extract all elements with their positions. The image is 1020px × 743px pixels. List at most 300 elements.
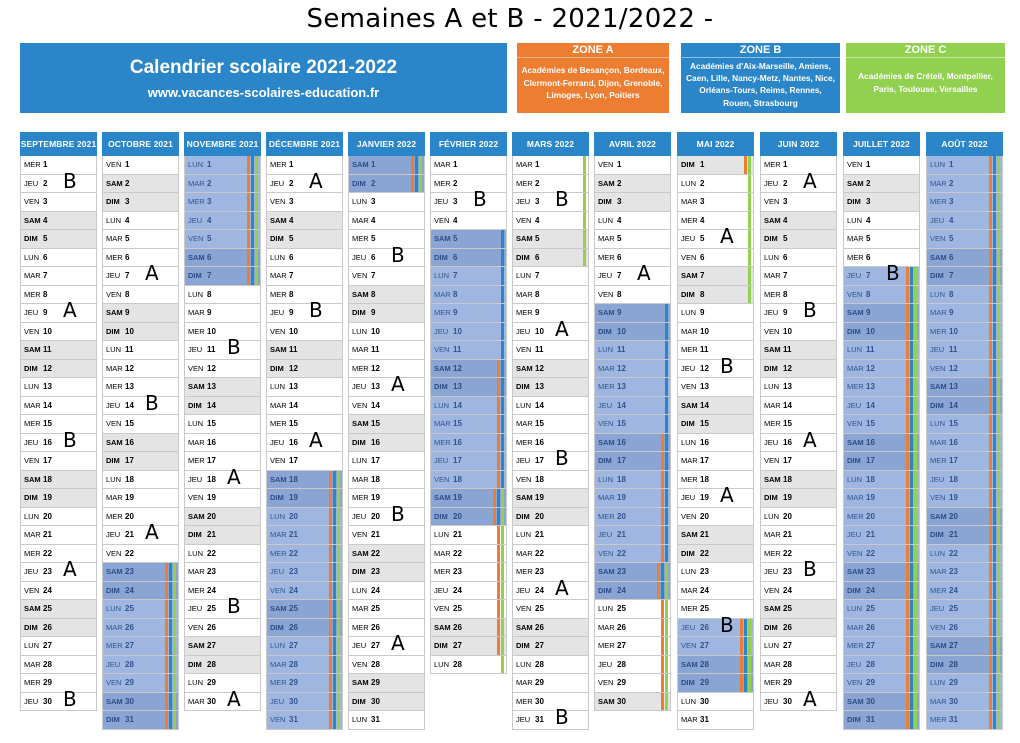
day-cell [512, 415, 589, 434]
weekday-label: LUN [930, 289, 946, 299]
day-cell [677, 304, 754, 323]
holiday-zone-bars [665, 397, 668, 415]
weekday-label: MER [764, 289, 781, 299]
day-number: 4 [866, 215, 871, 225]
weekday-label: JEU [352, 511, 367, 521]
holiday-zone-bars [989, 230, 1000, 248]
day-number: 20 [700, 511, 709, 521]
zone-a-holiday-bar [165, 637, 168, 655]
holiday-zone-bars [748, 175, 751, 193]
weekday-label: LUN [598, 215, 614, 225]
day-cell [102, 508, 179, 527]
day-number: 20 [783, 511, 792, 521]
day-number: 8 [783, 289, 788, 299]
weekday-label: DIM [24, 363, 38, 373]
weekday-label: JEU [24, 567, 39, 576]
holiday-zone-bars [740, 674, 751, 692]
weekday-label: JEU [270, 178, 285, 188]
weekday-label: VEN [516, 215, 532, 225]
day-number: 20 [866, 511, 875, 521]
weekday-label: LUN [434, 659, 450, 669]
day-number: 24 [617, 585, 626, 595]
day-number: 19 [783, 493, 792, 502]
zone-c-holiday-bar [337, 545, 340, 563]
day-cell [843, 212, 920, 231]
weekday-label: LUN [352, 197, 368, 206]
day-number: 12 [700, 363, 709, 373]
zone-c-holiday-bar [997, 619, 1000, 637]
holiday-zone-bars [247, 230, 258, 248]
holiday-zone-bars [247, 249, 258, 267]
day-number: 27 [43, 641, 52, 650]
day-cell [430, 286, 507, 305]
day-number: 11 [535, 345, 544, 354]
day-cell [926, 563, 1003, 582]
weekday-label: MAR [598, 363, 615, 373]
day-number: 19 [125, 493, 134, 502]
day-cell [430, 360, 507, 379]
weekday-label: MAR [270, 400, 287, 410]
weekday-label: LUN [270, 382, 286, 391]
zone-b-holiday-bar [501, 249, 504, 267]
day-number: 19 [949, 493, 958, 502]
day-number: 29 [617, 678, 626, 687]
weekday-label: JEU [516, 456, 531, 465]
holiday-zone-bars [989, 471, 1000, 489]
zone-c-holiday-bar [748, 212, 751, 230]
day-cell [184, 674, 261, 693]
day-cell [926, 267, 1003, 286]
day-cell [926, 600, 1003, 619]
day-number: 21 [371, 530, 380, 539]
zone-a-holiday-bar [906, 508, 909, 526]
day-number: 20 [453, 511, 462, 521]
day-cell [20, 156, 97, 175]
day-number: 29 [949, 678, 958, 687]
week-ab-label: B [886, 261, 900, 285]
day-cell [348, 193, 425, 212]
day-cell [594, 471, 671, 490]
weekday-label: MER [516, 308, 533, 317]
day-cell [266, 471, 343, 490]
weekday-label: MER [270, 678, 287, 687]
day-number: 8 [617, 289, 622, 299]
holiday-zone-bars [906, 323, 917, 341]
day-number: 22 [866, 548, 875, 558]
day-number: 27 [125, 641, 134, 650]
zone-a-holiday-bar [497, 378, 500, 396]
zone-a-holiday-bar [906, 693, 909, 711]
weekday-label: SAM [24, 215, 41, 225]
weekday-label: JEU [270, 308, 285, 317]
weekday-label: MAR [516, 419, 533, 428]
month-column [594, 132, 671, 711]
zone-a-holiday-bar [989, 489, 992, 507]
day-cell [760, 557, 837, 582]
weekday-label: MAR [434, 419, 451, 428]
day-cell [430, 341, 507, 360]
weekday-label: MER [516, 178, 533, 188]
day-number: 8 [43, 289, 48, 299]
zone-b-holiday-bar [910, 452, 913, 470]
day-cell [184, 415, 261, 434]
zone-c-holiday-bar [914, 378, 917, 396]
weekday-label: SAM [598, 178, 615, 188]
day-number: 17 [949, 456, 958, 465]
weekday-label: SAM [930, 511, 947, 521]
holiday-zone-bars [329, 526, 340, 544]
weekday-label: MAR [930, 308, 947, 317]
zone-a-holiday-bar [740, 656, 743, 674]
zone-c-box [846, 43, 1005, 113]
weekday-label: MAR [24, 659, 41, 669]
weekday-label: VEN [681, 641, 697, 650]
day-cell [184, 335, 261, 360]
day-number: 7 [289, 271, 294, 280]
zone-c-holiday-bar [748, 286, 751, 304]
weekday-label: MAR [24, 271, 41, 280]
weekday-label: SAM [352, 678, 369, 687]
day-cell [430, 415, 507, 434]
day-number: 5 [700, 234, 705, 243]
week-ab-label: B [145, 390, 159, 415]
holiday-zone-bars [501, 656, 504, 674]
weekday-label: SAM [352, 419, 369, 428]
holiday-zone-bars [748, 286, 751, 304]
weekday-label: MER [352, 363, 369, 373]
day-cell [843, 323, 920, 342]
day-cell [843, 526, 920, 545]
weekday-label: JEU [764, 567, 779, 576]
zone-a-holiday-bar [906, 582, 909, 600]
weekday-label: MER [270, 419, 287, 428]
zone-b-holiday-bar [251, 267, 254, 285]
zone-b-holiday-bar [665, 360, 668, 378]
weekday-label: LUN [516, 530, 532, 539]
day-number: 12 [125, 363, 134, 373]
zone-a-holiday-bar [165, 582, 168, 600]
weekday-label: MAR [847, 363, 864, 373]
zone-a-holiday-bar [165, 674, 168, 692]
day-cell [760, 360, 837, 379]
zone-a-holiday-bar [329, 637, 332, 655]
zone-a-holiday-bar [989, 397, 992, 415]
weekday-label: JEU [188, 474, 203, 484]
day-cell [266, 230, 343, 249]
day-number: 18 [617, 474, 626, 484]
weekday-label: MER [681, 215, 698, 225]
day-cell [677, 267, 754, 286]
zone-b-holiday-bar [415, 175, 418, 193]
day-cell [348, 452, 425, 471]
day-cell [760, 545, 837, 564]
zone-c-holiday-bar [914, 674, 917, 692]
day-cell [594, 397, 671, 416]
day-cell [760, 600, 837, 619]
weekday-label: LUN [681, 567, 697, 576]
day-cell [266, 711, 343, 730]
day-number: 11 [289, 345, 298, 354]
zone-a-holiday-bar [989, 341, 992, 359]
day-cell [594, 508, 671, 527]
day-cell [926, 230, 1003, 249]
weekday-label: SAM [24, 345, 41, 354]
weekday-label: JEU [516, 326, 531, 336]
zone-c-holiday-bar [665, 637, 668, 655]
holiday-zone-bars [665, 378, 668, 396]
day-cell [926, 175, 1003, 194]
weekday-label: JEU [352, 382, 367, 391]
day-number: 19 [866, 493, 875, 502]
weekday-label: VEN [24, 585, 40, 595]
day-cell [102, 230, 179, 249]
weekday-label: MER [352, 234, 369, 243]
zone-c-description: Académies de Créteil, Montpellier, Paris, Toulouse, Versailles [858, 71, 993, 94]
holiday-zone-bars [501, 286, 504, 304]
weekday-label: MAR [24, 530, 41, 539]
weekday-label: DIM [516, 641, 530, 650]
zone-c-holiday-bar [997, 415, 1000, 433]
holiday-zone-bars [665, 323, 668, 341]
weekday-label: JEU [847, 530, 862, 539]
zone-a-holiday-bar [906, 545, 909, 563]
day-cell [843, 545, 920, 564]
weekday-label: LUN [930, 678, 946, 687]
zone-a-holiday-bar [247, 156, 250, 174]
zone-a-holiday-bar [989, 508, 992, 526]
weekday-label: JEU [24, 696, 39, 706]
holiday-zone-bars [661, 656, 668, 674]
holiday-zone-bars [989, 267, 1000, 285]
zone-c-holiday-bar [337, 471, 340, 489]
weekday-label: LUN [681, 178, 697, 188]
day-cell [760, 249, 837, 268]
day-cell [843, 261, 920, 286]
zone-c-holiday-bar [337, 619, 340, 637]
weekday-label: MAR [270, 271, 287, 280]
day-cell [594, 637, 671, 656]
zone-b-holiday-bar [744, 674, 747, 692]
holiday-zone-bars [661, 545, 668, 563]
day-cell [926, 212, 1003, 231]
day-cell [843, 582, 920, 601]
weekday-label: MER [188, 197, 205, 206]
day-cell [512, 316, 589, 342]
week-ab-label: B [803, 298, 817, 322]
day-number: 18 [535, 474, 544, 484]
day-number: 4 [289, 215, 294, 225]
weekday-label: VEN [764, 326, 780, 336]
holiday-zone-bars [661, 471, 668, 489]
day-number: 6 [453, 252, 458, 262]
day-number: 28 [783, 659, 792, 669]
zone-b-holiday-bar [993, 563, 996, 581]
zone-c-holiday-bar [997, 286, 1000, 304]
zone-a-box [517, 43, 669, 113]
zone-a-holiday-bar [497, 397, 500, 415]
weekday-label: DIM [188, 271, 202, 280]
weekday-label: VEN [188, 234, 204, 243]
day-cell [102, 378, 179, 397]
weekday-label: SAM [270, 345, 287, 354]
weekday-label: LUN [106, 474, 122, 484]
day-cell [430, 378, 507, 397]
holiday-zone-bars [247, 267, 258, 285]
day-number: 29 [866, 678, 875, 687]
weekday-label: MAR [930, 178, 947, 188]
weekday-label: VEN [681, 382, 697, 391]
zone-b-holiday-bar [993, 600, 996, 618]
day-number: 2 [617, 178, 622, 188]
day-number: 28 [617, 659, 626, 669]
zone-c-holiday-bar [914, 397, 917, 415]
day-number: 11 [617, 345, 626, 354]
weekday-label: DIM [106, 715, 120, 724]
zone-c-holiday-bar [997, 249, 1000, 267]
weekday-label: MER [930, 585, 947, 595]
day-cell [594, 434, 671, 453]
day-number: 15 [535, 419, 544, 428]
day-number: 22 [453, 548, 462, 558]
day-cell [20, 489, 97, 508]
weekday-label: MER [434, 178, 451, 188]
day-number: 6 [700, 252, 705, 262]
holiday-zone-bars [583, 156, 586, 174]
day-cell [102, 711, 179, 730]
day-cell [348, 286, 425, 305]
zone-a-holiday-bar [247, 175, 250, 193]
zone-c-title: ZONE C [846, 43, 1005, 58]
zone-a-holiday-bar [329, 545, 332, 563]
weekday-label: MAR [352, 215, 369, 225]
weekday-label: SAM [930, 641, 947, 650]
day-cell [20, 686, 97, 712]
day-number: 15 [617, 419, 626, 428]
zone-a-holiday-bar [989, 156, 992, 174]
day-number: 9 [783, 308, 788, 317]
day-number: 15 [866, 419, 875, 428]
day-cell [760, 323, 837, 342]
week-ab-label: B [803, 557, 817, 581]
day-cell [102, 600, 179, 619]
zone-b-holiday-bar [910, 304, 913, 322]
day-cell [594, 175, 671, 194]
holiday-zone-bars [493, 508, 504, 526]
zone-c-holiday-bar [337, 711, 340, 729]
day-cell [266, 656, 343, 675]
day-number: 12 [453, 363, 462, 373]
zone-c-holiday-bar [337, 674, 340, 692]
zone-c-holiday-bar [997, 397, 1000, 415]
weekday-label: MER [434, 437, 451, 447]
day-number: 4 [43, 215, 48, 225]
holiday-zone-bars [501, 304, 504, 322]
month-column [512, 132, 589, 730]
day-cell [102, 415, 179, 434]
day-cell [20, 415, 97, 434]
zone-b-holiday-bar [993, 656, 996, 674]
day-cell [348, 341, 425, 360]
weekday-label: VEN [516, 604, 532, 613]
day-cell [594, 341, 671, 360]
day-number: 29 [125, 678, 134, 687]
zone-b-holiday-bar [169, 693, 172, 711]
day-number: 26 [207, 622, 216, 632]
day-cell [594, 378, 671, 397]
day-cell [266, 452, 343, 471]
zone-a-holiday-bar [906, 711, 909, 729]
zone-c-holiday-bar [501, 508, 504, 526]
month-column [843, 132, 920, 730]
weekday-label: MAR [598, 234, 615, 243]
zone-b-holiday-bar [333, 656, 336, 674]
holiday-zone-bars [497, 360, 504, 378]
day-number: 25 [700, 604, 709, 613]
day-cell [512, 637, 589, 656]
day-number: 13 [125, 382, 134, 391]
zone-a-holiday-bar [329, 656, 332, 674]
day-number: 21 [207, 530, 216, 539]
weekday-label: VEN [681, 252, 697, 262]
holiday-zone-bars [329, 545, 340, 563]
day-cell [102, 471, 179, 490]
zone-c-holiday-bar [914, 563, 917, 581]
day-number: 13 [535, 382, 544, 391]
weekday-label: VEN [847, 289, 863, 299]
weekday-label: LUN [24, 382, 40, 391]
month-header: MARS 2022 [512, 132, 589, 156]
zone-c-holiday-bar [997, 323, 1000, 341]
holiday-zone-bars [989, 711, 1000, 729]
weekday-label: MAR [106, 493, 123, 502]
week-ab-label: A [803, 686, 817, 711]
zone-c-holiday-bar [997, 693, 1000, 711]
holiday-zone-bars [411, 156, 422, 174]
day-cell [102, 656, 179, 675]
holiday-zone-bars [906, 508, 917, 526]
day-number: 24 [125, 585, 134, 595]
day-cell [926, 415, 1003, 434]
day-number: 9 [371, 308, 376, 317]
day-number: 25 [783, 604, 792, 613]
holiday-zone-bars [989, 341, 1000, 359]
weekday-label: MAR [270, 530, 287, 539]
weekday-label: SAM [270, 604, 287, 613]
zone-b-holiday-bar [333, 563, 336, 581]
holiday-zone-bars [989, 600, 1000, 618]
day-cell [348, 693, 425, 712]
zone-b-holiday-bar [665, 304, 668, 322]
weekday-label: SAM [681, 271, 698, 280]
zone-c-holiday-bar [255, 212, 258, 230]
holiday-zone-bars [906, 637, 917, 655]
weekday-label: MAR [681, 456, 698, 465]
zone-b-holiday-bar [910, 563, 913, 581]
day-cell [677, 452, 754, 471]
day-cell [20, 341, 97, 360]
weekday-label: MAR [681, 326, 698, 336]
zone-b-holiday-bar [661, 563, 664, 581]
weekday-label: MER [930, 456, 947, 465]
weekday-label: DIM [24, 234, 38, 243]
day-cell [512, 212, 589, 231]
weekday-label: DIM [764, 622, 778, 632]
zone-b-holiday-bar [910, 600, 913, 618]
day-cell [266, 563, 343, 582]
zone-b-holiday-bar [501, 378, 504, 396]
zone-c-holiday-bar [914, 434, 917, 452]
weekday-label: DIM [106, 197, 120, 206]
